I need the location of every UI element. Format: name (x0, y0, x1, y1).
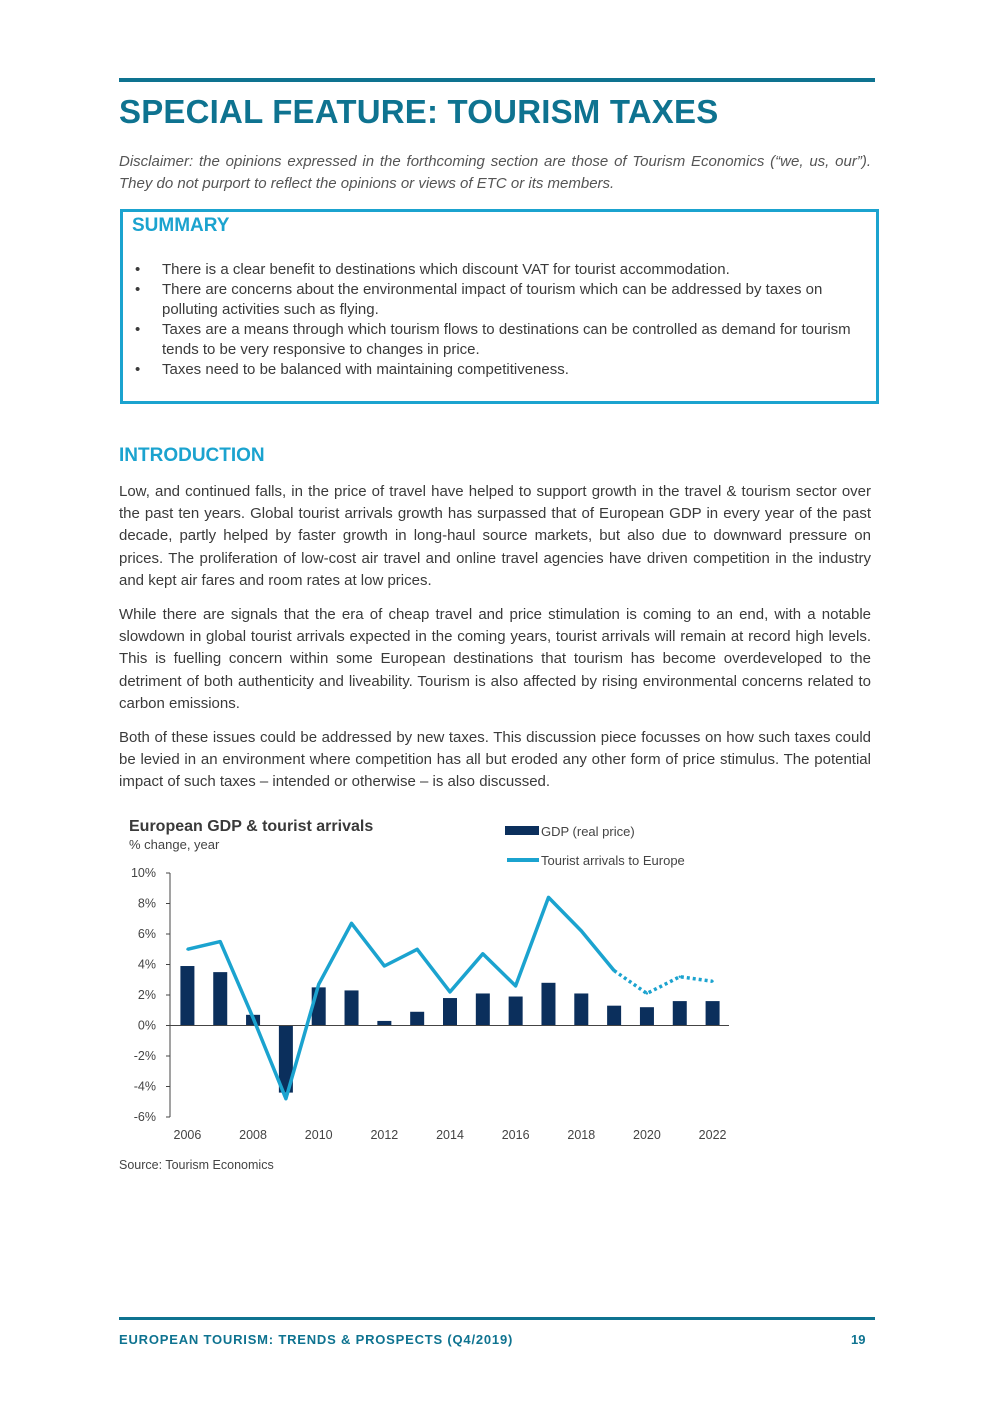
point-arrivals (416, 948, 418, 950)
summary-item: • Taxes are a means through which tourism flows to destinations can be controlled as demand for tourism tends to be very responsive to changes in price. (133, 320, 871, 360)
bar-gdp (476, 993, 490, 1025)
point-arrivals (547, 896, 549, 898)
legend-label-gdp: GDP (real price) (541, 824, 635, 839)
chart-title: European GDP & tourist arrivals (129, 818, 374, 835)
bar-gdp (574, 993, 588, 1025)
summary-item: • There is a clear benefit to destinations which discount VAT for tourist accommodation. (133, 260, 871, 280)
summary-item: • There are concerns about the environmental impact of tourism which can be addressed by taxes on polluting activities such as flying. (133, 280, 871, 320)
x-tick-label: 2008 (239, 1128, 267, 1142)
point-arrivals (383, 965, 385, 967)
point-arrivals (219, 940, 221, 942)
point-arrivals (350, 922, 352, 924)
point-arrivals (580, 930, 582, 932)
bar-gdp (541, 983, 555, 1026)
x-tick-label: 2014 (436, 1128, 464, 1142)
introduction-heading: INTRODUCTION (119, 445, 265, 466)
x-tick-label: 2020 (633, 1128, 661, 1142)
bar-gdp (377, 1021, 391, 1026)
disclaimer: Disclaimer: the opinions expressed in the forthcoming section are those of Tourism Economics (“we, us, our”). They do not purport to reflect the opinions or views of ETC or its members. (119, 153, 871, 192)
intro-paragraph: Low, and continued falls, in the price of travel have helped to support growth in the travel & tourism sector over the past ten years. Global tourist arrivals growth has surpassed that of European GDP in every year of the past decade, partly helped by faster growth in long-haul source markets, but also due to downward pressure on prices. The proliferation of low-cost air travel and online travel agencies have driven competition in the industry and kept air fares and room rates at low prices. (119, 483, 871, 589)
bar-gdp (640, 1007, 654, 1025)
point-arrivals (646, 992, 648, 994)
point-arrivals (449, 991, 451, 993)
bar-gdp (706, 1001, 720, 1025)
summary-item: • Taxes need to be balanced with maintaining competitiveness. (133, 360, 871, 380)
x-tick-label: 2016 (501, 1128, 530, 1142)
gdp-arrivals-chart (115, 810, 755, 1150)
point-arrivals (482, 953, 484, 955)
point-arrivals (186, 948, 188, 950)
line-arrivals-forecast (614, 971, 713, 994)
point-arrivals (285, 1098, 287, 1100)
bar-gdp (509, 997, 523, 1026)
summary-title: SUMMARY (132, 215, 230, 236)
bottom-rule (119, 1317, 875, 1320)
y-tick-label: 4% (137, 957, 156, 972)
y-tick-label: -4% (133, 1079, 156, 1094)
point-arrivals (679, 976, 681, 978)
chart-legend (505, 824, 685, 868)
x-tick-label: 2022 (698, 1128, 727, 1142)
bar-gdp (213, 972, 227, 1025)
x-tick-label: 2018 (567, 1128, 596, 1142)
page-number: 19 (851, 1332, 866, 1347)
y-tick-label: 10% (130, 866, 156, 880)
legend-swatch-gdp (505, 826, 539, 835)
x-tick-label: 2012 (370, 1128, 399, 1142)
point-arrivals (711, 980, 713, 982)
y-tick-label: 0% (137, 1018, 156, 1033)
top-rule (119, 78, 875, 82)
bar-gdp (673, 1001, 687, 1025)
chart-subtitle: % change, year (129, 837, 220, 852)
footer-publication: EUROPEAN TOURISM: TRENDS & PROSPECTS (Q4/2019) (119, 1332, 514, 1347)
summary-list (133, 260, 871, 380)
intro-paragraph: While there are signals that the era of cheap travel and price stimulation is coming to an end, with a notable slowdown in global tourist arrivals expected in the coming years, tourist arrivals will remain at record high levels. This is fuelling concern within some European destinations that tourism has become overdeveloped to the detriment of both authenticity and liveability. Tourism is also affected by rising environmental concerns related to carbon emissions. (119, 606, 871, 712)
y-tick-label: 2% (137, 988, 156, 1002)
legend-label-arrivals: Tourist arrivals to Europe (541, 853, 685, 868)
bar-gdp (443, 998, 457, 1025)
summary-box (120, 209, 879, 404)
bar-gdp (607, 1006, 621, 1026)
point-arrivals (514, 985, 516, 987)
x-tick-label: 2006 (173, 1128, 202, 1142)
y-tick-label: 6% (137, 927, 156, 941)
chart-source: Source: Tourism Economics (119, 1158, 274, 1172)
intro-paragraph: Both of these issues could be addressed by new taxes. This discussion piece focusses on how such taxes could be levied in an environment where competition has all but eroded any other form of price stimulus. The potential impact of such taxes – intended or otherwise – is also discussed. (119, 729, 871, 791)
bar-gdp (180, 966, 194, 1025)
point-arrivals (318, 983, 320, 985)
x-tick-label: 2010 (304, 1128, 333, 1142)
bar-gdp (410, 1012, 424, 1026)
point-arrivals (613, 969, 615, 971)
y-tick-label: -6% (133, 1110, 156, 1124)
page-title: SPECIAL FEATURE: TOURISM TAXES (119, 93, 719, 130)
bar-gdp (345, 990, 359, 1025)
chart-plot-area (131, 866, 729, 1142)
y-tick-label: 8% (137, 896, 156, 911)
point-arrivals (252, 1017, 254, 1019)
y-tick-label: -2% (133, 1049, 156, 1063)
